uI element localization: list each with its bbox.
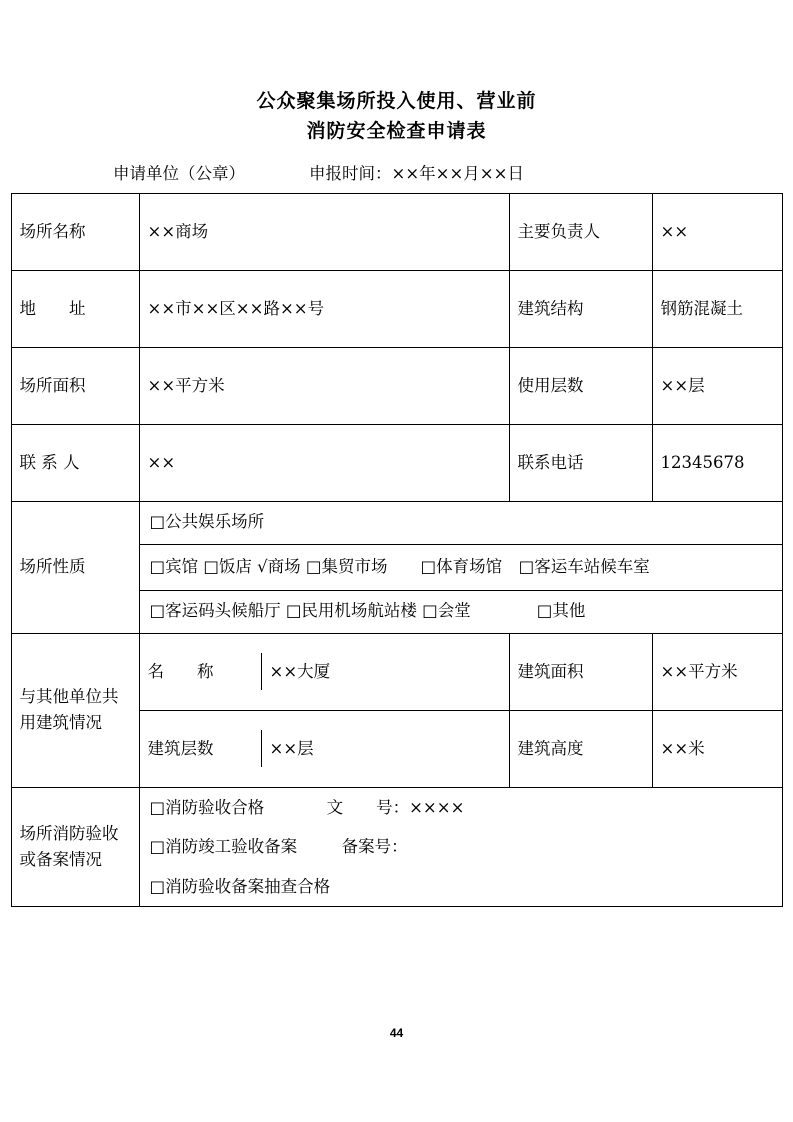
verify-row-2 bbox=[140, 827, 782, 867]
area-label: 场所面积 bbox=[11, 348, 139, 425]
nature-option-row-1[interactable]: □公共娱乐场所 bbox=[140, 502, 782, 545]
venue-name-label: 场所名称 bbox=[11, 194, 139, 271]
shared-name-label: 名 称 bbox=[140, 653, 262, 691]
shared-building-label: 与其他单位共用建筑情况 bbox=[11, 633, 139, 787]
table-row-venue-name bbox=[11, 194, 782, 271]
venue-nature-options bbox=[139, 502, 782, 634]
verify-option-spotcheck[interactable]: □消防验收备案抽查合格 bbox=[149, 876, 331, 896]
address-value[interactable]: ××市××区××路××号 bbox=[139, 271, 509, 348]
shared-floors-cell bbox=[139, 710, 509, 787]
table-row-contact bbox=[11, 425, 782, 502]
fire-verification-options bbox=[139, 787, 782, 907]
verify-row-1 bbox=[140, 788, 782, 828]
principal-label: 主要负责人 bbox=[509, 194, 652, 271]
shared-build-height-label: 建筑高度 bbox=[509, 710, 652, 787]
table-row-shared-building-1 bbox=[11, 633, 782, 710]
table-row-venue-nature bbox=[11, 502, 782, 634]
verify-option-pass[interactable]: □消防验收合格 bbox=[149, 797, 265, 817]
verify-record-number-label[interactable]: 备案号： bbox=[341, 837, 408, 857]
application-form-table bbox=[11, 193, 783, 907]
venue-nature-label: 场所性质 bbox=[11, 502, 139, 634]
phone-label: 联系电话 bbox=[509, 425, 652, 502]
shared-name-value[interactable]: ××大厦 bbox=[269, 661, 331, 681]
principal-value[interactable]: ×× bbox=[652, 194, 782, 271]
shared-floors-inner-table bbox=[140, 730, 509, 768]
subheader bbox=[0, 160, 793, 184]
verify-doc-number-label[interactable]: 文 号：×××× bbox=[326, 797, 465, 817]
document-title-line-2: 消防安全检查申请表 bbox=[306, 120, 487, 142]
address-label: 地 址 bbox=[11, 271, 139, 348]
table-row-address bbox=[11, 271, 782, 348]
verify-row-3 bbox=[140, 867, 782, 907]
structure-value[interactable]: 钢筋混凝土 bbox=[652, 271, 782, 348]
fire-verification-label: 场所消防验收或备案情况 bbox=[11, 787, 139, 907]
page-number: 44 bbox=[389, 1026, 404, 1040]
shared-name-inner-table bbox=[140, 653, 509, 691]
shared-name-cell bbox=[139, 633, 509, 710]
application-date-label: 申报时间：××年××月××日 bbox=[309, 164, 524, 183]
area-value[interactable]: ××平方米 bbox=[139, 348, 509, 425]
applicant-unit-label: 申请单位（公章） bbox=[113, 164, 245, 183]
shared-build-area-label: 建筑面积 bbox=[509, 633, 652, 710]
table-row-area bbox=[11, 348, 782, 425]
contact-label: 联 系 人 bbox=[11, 425, 139, 502]
verify-option-record[interactable]: □消防竣工验收备案 bbox=[149, 837, 298, 857]
floors-used-label: 使用层数 bbox=[509, 348, 652, 425]
shared-build-floors-value[interactable]: ××层 bbox=[269, 738, 314, 758]
shared-build-floors-label: 建筑层数 bbox=[140, 730, 262, 768]
title-block bbox=[0, 0, 793, 146]
phone-value[interactable]: 12345678 bbox=[652, 425, 782, 502]
table-row-fire-verification bbox=[11, 787, 782, 907]
structure-label: 建筑结构 bbox=[509, 271, 652, 348]
shared-build-area-value[interactable]: ××平方米 bbox=[652, 633, 782, 710]
venue-name-value[interactable]: ××商场 bbox=[139, 194, 509, 271]
nature-option-row-2[interactable]: □宾馆 □饭店 √商场 □集贸市场 □体育场馆 □客运车站候车室 bbox=[140, 545, 782, 591]
document-title-line-1: 公众聚集场所投入使用、营业前 bbox=[256, 90, 537, 112]
nature-option-row-3[interactable]: □客运码头候船厅 □民用机场航站楼 □会堂 □其他 bbox=[149, 600, 586, 620]
floors-used-value[interactable]: ××层 bbox=[652, 348, 782, 425]
shared-build-height-value[interactable]: ××米 bbox=[652, 710, 782, 787]
contact-value[interactable]: ×× bbox=[139, 425, 509, 502]
